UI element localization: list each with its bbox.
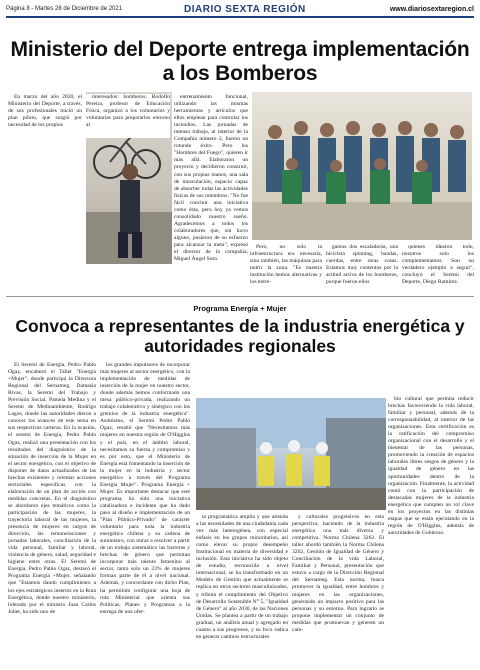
article1-bottom-1: Pero, no solo la infraestructura era necesaria, sino también, las máquinas para nutrir la zona. "Es nuestra institución hemos alternativas y los entre- [250, 244, 322, 286]
article2-title: Convoca a representantes de la industria energética y autoridades regionales [15, 316, 465, 356]
article2-column-5: bio cultural que permita reducir brechas favoreciendo la vida laboral, familiar y personal, además de la corresponsabilidad, al interior de las organizaciones. Esta certificación es la ratificación del compromiso organizacional con el desarrollo y el bienestar de las personas, promoviendo la creación de espacios laborales libres sesgos de género y la igualdad de género en las oportunidades dentro de la organización. Finalmente, la actividad contó con la participación de destacadas mujeres de la industria energética que cumplen un rol clave en los proyectos en las distintas etapas que se están ejecutando en la región de O'Higgins, además de autoridades de Gobierno. [388, 396, 474, 536]
article1-column-1: En marzo del año 2020, el Ministerio del Deporte, a través, de sus profesionales inició un plan piloto, que surgió por necesidad de los propios [8, 94, 82, 129]
article1-bottom-3: quienes idearon todo, nosotros solo los complementamos. Son un verdadero ejemplo a seguir", concluyó el Seremi del Deporte, Diego Ramírez. [402, 244, 474, 286]
section-divider [6, 296, 474, 297]
website-link[interactable]: www.diariosextaregion.cl [389, 6, 474, 13]
article2-kicker: Programa Energía + Mujer [193, 304, 287, 313]
article2-column-4: y culturales progresivos en esta perspectiva, haciendo de la industria energética una más diversa y competitiva. Norma Chilena 3262. El taller abordó también la Norma Chilena 3262, Gestión de Igualdad de Género y Conciliación de la vida Laboral, Familiar y Personal, presentación que estuvo a cargo de la Dirección Regional del Sernameg. Esta norma, busca promover la igualdad, entre hombres y mujeres en las organizaciones, generando un impacto positivo para las personas y su entorno. Para lograrlo se propone implementar un conjunto de medidas que promuevan y generen un cam- [292, 514, 384, 633]
article1-title: Ministerio del Deporte entrega implementación a los Bomberos [10, 38, 470, 85]
article1-column-2: interesados: bomberos. Rodolfo Pereira, profesor de Educación Física, organizó a los voluntarios y voluntarias para prepararlos entorno al [86, 94, 170, 138]
photo-women-energy-workers [196, 398, 386, 510]
page-info: Página 8 - Martes 28 de Diciembre de 2021 [6, 6, 123, 12]
article2-column-2: los grandes impulsores de incorporar más mujeres al sector energético, con la implementación de medidas de inserción de la mujer en nuestro sector, donde además hemos conformado una mesa público-privada, realizando un trabajo colaborativo y sinérgico con los gremios de la industria energética". Asimismo, el Seremi Pedro Pablo Ogaz, resaltó que "Necesitamos más mujeres en nuestra región de O'Higgins y el país, en el ámbito laboral, necesitamos su fuerza y compromiso y es por esto, que el Ministerio de Energía está fomentando la inserción de la mujer en la industria y sector energético a través del Programa Energía Mujer". Programa Energía + Mujer. Es importante destacar que este programa, ha sido una iniciativa catalizadora e incidente que ha dado paso al diseño e implementación de un "Plan Público-Privado" de carácter voluntario para toda la industria energética chilena y su cadena de suministro, con miras a resolver a partir de un trabajo sistemático las barreras y brechas de género que permitan incorporar más talento femenino al sector, tanto solo un 23% de mujeres forman parte de él a nivel nacional. Además, y concordante con dicho Plan, ha permitido configurar una hoja de ruta Ministerial que orienta sus Políticas, Planes y Programas a la entrega de una ofer- [100, 362, 190, 615]
newspaper-name: DIARIO SEXTA REGIÓN [184, 4, 306, 15]
masthead-bar [6, 4, 474, 18]
photo-firefighters-group [252, 92, 472, 240]
article2-column-1: El Seremi de Energía, Pedro Pablo Ogaz, encabezó el Taller "Energía +Mujer", donde participó la Directora Regional del Sernameg, Damasia Rivas, la Seremi del Trabajo y Previsión Social, Pamela Medina y el Seremi de Medioambiente, Rodrigo Lagos, donde las autoridades dieron a conocer los avances de este tema en sus respectivas carteras. En la ocasión, el seremi de Energía, Pedro Pablo Ogaz, realizó una presentación con los resultados del diagnóstico de la situación de inserción de la Mujer en el sector energético, con el objetivo de disponer de datos actualizados de las brechas existentes y orientar acciones sectoriales específicas con la elaboración de un plan de acción con medidas concretas. En el diagnóstico se abordaron ejes temáticos como la participación de las mujeres, la trayectoria laboral de las mujeres, la presencia de mujeres en cargos de dirección, las remuneraciones y jornadas laborales, conciliación de la vida personal, familiar y laboral, violencia de género, salud, seguridad e higiene entre otras. El Seremi de Energía, Pedro Pablo Ogaz, destacó el Programa Energía +Mujer, señalando que "Estamos dando cumplimiento a los ejes estratégicos insertos en la Ruta Energética, donde nuestro ministerio, liderado por el ministro Juan Carlos Jobet, ha sido uno de [8, 362, 96, 615]
article1-column-3: entrenamiento funcional, utilizando las mismas herramientas y artículos que ellos emplean para controlar los incendios. Las jornadas de intenso trabajo, al interior de la Compañía número 2, fueron un rotundo éxito. Pero los "Hombres del Fuego", quieren ir más allá. Elaboraron un proyecto y decidieron construir, con sus propias manos, una sala de musculación, espacio capaz de absorber todas las actividades físicas de sus miembros. "No fue fácil concluir una iniciativa como ésta, pero hoy ya vemos consolidado nuestro sueño. Agradecemos a todos los colaboradores que, sin lucro alguno, pusieron de su esfuerzo para alcanzar la meta", expresó el director de la compañía, Miguel Ángel Soto. [174, 94, 248, 263]
article2-column-3: ta programática amplia y que atienda a las necesidades de una ciudadanía cada vez más heterogénea, con especial énfasis en los grupos minoritarios, así como elevar su propio desempeño Institucional en materia de diversidad e inclusión. Esta iniciativa ha sido objeto de estudio, reconocida a nivel internacional, se ha transformado en un Modelo de Gestión que actualmente se replica en otros sectores masculinizados, y tributa el cumplimiento del Objetivo de Desarrollo Sostenible N° 5, "Igualdad de Género" al año 2030, de las Naciones Unidas. Se plantea a partir de un trabajo gradual, un análisis anual y agregado en cuanto a sus progresos, y su foco radica en generar cambios estructurales [196, 514, 288, 640]
article1-bottom-2: gamos dos escaladoras, una bicicleta spinning, bandas, cuerdas, entre otras cosas. Estamos muy contentos por la actitud activa de los bomberos, porque fueron ellos [326, 244, 398, 286]
